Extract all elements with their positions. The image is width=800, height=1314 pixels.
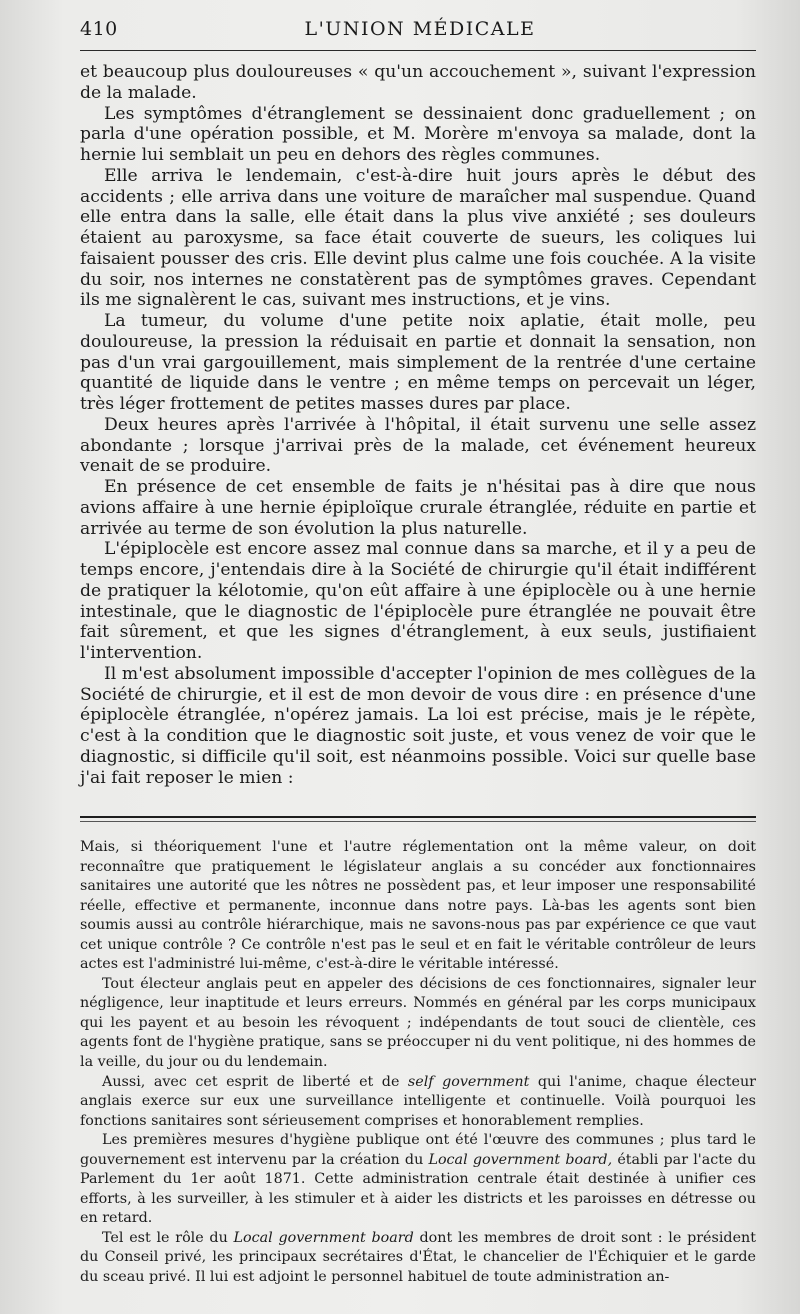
text-run: Tel est le rôle du [102, 1229, 234, 1246]
italic-run: Local government board [233, 1229, 414, 1246]
text-run: qui l'anime, chaque électeur anglais exerce sur eux une surveillance intelligente et continuelle. Voilà pourquoi les fonctions sanitaires sont sérieusement comprises et honorablement remplies. [80, 1073, 756, 1129]
paragraph: Les symptômes d'étranglement se dessinaient donc graduellement ; on parla d'une opération possible, et M. Morère m'envoya sa malade, dont la hernie lui semblait un peu en dehors des règles communes. [80, 103, 756, 165]
paragraph: Deux heures après l'arrivée à l'hôpital, il était survenu une selle assez abondante ; lorsque j'arrivai près de la malade, cet événement heureux venait de se produire. [80, 414, 756, 477]
footnote-rule-thin [80, 821, 756, 822]
paragraph: Elle arriva le lendemain, c'est-à-dire huit jours après le début des accidents ; elle arriva dans une voiture de maraîcher mal suspendue. Quand elle entra dans la salle, elle était dans la plus vive anxiété ; ses douleurs étaient au paroxysme, sa face était couverte de sueurs, les coliques lui faisaient pousser des cris. Elle devint plus calme une fois couchée. A la visite du soir, nos internes ne constatèrent pas de symptômes graves. Cependant ils me signalèrent le cas, suivant mes instructions, et je vins. [80, 165, 756, 311]
italic-run: self government [407, 1073, 530, 1090]
text-run: Aussi, avec cet esprit de liberté et de [102, 1073, 408, 1090]
footnote-paragraph: Tout électeur anglais peut en appeler des décisions de ces fonctionnaires, signaler leur négligence, leur inaptitude et leurs erreurs. Nommés en général par les corps municipaux qui les payent et au besoin les révoquent ; indépendants de tout souci de clientèle, ces agents font de l'hygiène pratique, sans se préoccuper ni du vent politique, ni des hommes de la veille, du jour ou du lendemain. [80, 975, 756, 1071]
footnote [80, 838, 756, 1288]
italic-run: Local government board, [428, 1151, 613, 1168]
running-header [80, 18, 760, 48]
paragraph: L'épiplocèle est encore assez mal connue dans sa marche, et il y a peu de temps encore, j'entendais dire à la Société de chirurgie qu'il était indifférent de pratiquer la kélotomie, qu'on eût affaire à une épiplocèle ou à une hernie intestinale, que le diagnostic de l'épiplocèle pure étranglée ne pouvait être fait sûrement, et que les signes d'étranglement, à eux seuls, justifiaient l'intervention. [80, 539, 756, 663]
page-number: 410 [80, 18, 118, 40]
main-text [80, 62, 756, 788]
paragraph: Il m'est absolument impossible d'accepter l'opinion de mes collègues de la Société de chirurgie, et il est de mon devoir de vous dire : en présence d'une épiplocèle étranglée, n'opérez jamais. La loi est précise, mais je le répète, c'est à la condition que le diagnostic soit juste, et vous venez de voir que le diagnostic, si difficile qu'il soit, est néanmoins possible. Voici sur quelle base j'ai fait reposer le mien : [80, 663, 756, 788]
text-run: Les premières mesures d'hygiène publique ont été l'œuvre des communes ; plus tard le gouvernement est intervenu par la création du [80, 1132, 756, 1168]
paragraph: La tumeur, du volume d'une petite noix aplatie, était molle, peu douloureuse, la pression la réduisait en partie et donnait la sensation, non pas d'un vrai gargouillement, mais simplement de la rentrée d'une certaine quantité de liquide dans le ventre ; en même temps on percevait un léger, très léger frottement de petites masses dures par place. [80, 311, 756, 414]
footnote-paragraph [80, 1131, 756, 1229]
journal-title: L'UNION MÉDICALE [304, 18, 536, 40]
footnote-paragraph [80, 1073, 756, 1132]
footnote-rule [80, 816, 756, 818]
paragraph: et beaucoup plus douloureuses « qu'un accouchement », suivant l'expression de la malade. [80, 62, 756, 103]
header-rule [80, 50, 756, 51]
footnote-paragraph [80, 1229, 756, 1288]
paragraph: En présence de cet ensemble de faits je n'hésitai pas à dire que nous avions affaire à une hernie épiploïque crurale étranglée, réduite en partie et arrivée au terme de son évolution la plus naturelle. [80, 477, 756, 539]
text-run: établi par l'acte du Parlement du 1er août 1871. Cette administration centrale était destinée à unifier ces efforts, à les surveiller, à les stimuler et à aider les districts et les paroisses en détresse ou en retard. [80, 1151, 756, 1227]
text-run: dont les membres de droit sont : le président du Conseil privé, les principaux secrétaires d'État, le chancelier de l'Échiquier et le garde du sceau privé. Il lui est adjoint le personnel habituel de toute administration an- [80, 1229, 756, 1286]
footnote-paragraph: Mais, si théoriquement l'une et l'autre réglementation ont la même valeur, on doit reconnaître que pratiquement le législateur anglais a su concéder aux fonctionnaires sanitaires une autorité que les nôtres ne possèdent pas, et leur imposer une responsabilité réelle, effective et permanente, inconnue dans notre pays. Là-bas les agents sont bien soumis aussi au contrôle hiérarchique, mais ne savons-nous pas par expérience ce que vaut cet unique contrôle ? Ce contrôle n'est pas le seul et en fait le véritable contrôleur de leurs actes est l'administré lui-même, c'est-à-dire le véritable intéressé. [80, 839, 756, 973]
